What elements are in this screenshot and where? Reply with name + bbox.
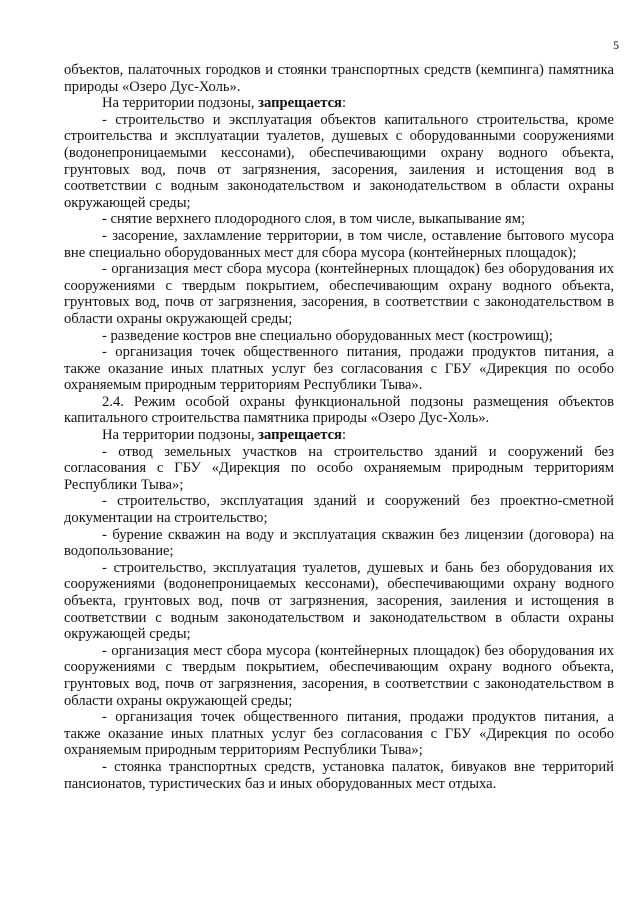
paragraph: - организация точек общественного питания, продажи продуктов питания, а также оказание иных платных услуг без согласования с ГБУ «Дирекция по особо охраняемым природным территориям Республики Тыва»;: [64, 709, 614, 759]
paragraph: - стоянка транспортных средств, установка палаток, бивуаков вне территорий пансионатов, туристических баз и иных оборудованных мест отдыха.: [64, 758, 614, 792]
paragraph: объектов, палаточных городков и стоянки транспортных средств (кемпинга) памятника природы «Озеро Дус-Холь».: [64, 62, 614, 95]
paragraph: - строительство и эксплуатация объектов капитального строительства, кроме строительства и эксплуатации туалетов, душевых с оборудованными сооружениями (водонепроницаемыми кессонами), обеспечивающими охрану водного объекта, грунтовых вод, почв от загрязнения, засорения, заиления и истощения вод в соответствии с водным законодательством и законодательством в области охраны окружающей среды;: [64, 111, 614, 211]
paragraph: - организация мест сбора мусора (контейнерных площадок) без оборудования их сооружениями с твердым покрытием, обеспечивающим охрану водного объекта, грунтовых вод, почв от загрязнения, засорения, в соответствии с законодательством в области охраны окружающей среды;: [64, 642, 614, 709]
paragraph: 2.4. Режим особой охраны функциональной подзоны размещения объектов капитального строительства памятника природы «Озеро Дус-Холь».: [64, 393, 614, 427]
paragraph: - организация точек общественного питания, продажи продуктов питания, а также оказание иных платных услуг без согласования с ГБУ «Дирекция по особо охраняемым природным территориям Республики Тыва».: [64, 344, 614, 394]
paragraph: - снятие верхнего плодородного слоя, в том числе, выкапывание ям;: [102, 211, 526, 228]
paragraph: - бурение скважин на воду и эксплуатация скважин без лицензии (договора) на водопользование;: [64, 526, 614, 560]
paragraph: - строительство, эксплуатация туалетов, душевых и бань без оборудования их сооружениями (водонепроницаемых кессонами), обеспечивающими охрану водного объекта, грунтовых вод, почв от загрязнения, засорения, заиления и истощения в соответствии с водным законодательством и законодательством в области охраны окружающей среды;: [64, 559, 614, 643]
subzone-prohibition-heading: [64, 95, 614, 112]
subzone-prohibition-heading: [64, 427, 614, 444]
document-body: [64, 62, 614, 792]
page-number: 5: [613, 38, 619, 52]
heading-lead: На территории подзоны,: [102, 95, 259, 112]
heading-bold-word: запрещается: [258, 427, 342, 444]
paragraph: - отвод земельных участков на строительство зданий и сооружений без согласования с ГБУ «Дирекция по особо охраняемым природным территориям Республики Тыва»;: [64, 443, 614, 493]
heading-lead: На территории подзоны,: [102, 427, 259, 444]
paragraph: - строительство, эксплуатация зданий и сооружений без проектно-сметной документации на строительство;: [64, 493, 614, 527]
paragraph: - разведение костров вне специально оборудованных мест (кострowищ);: [102, 327, 553, 344]
paragraph: - организация мест сбора мусора (контейнерных площадок) без оборудования их сооружениями с твердым покрытием, обеспечивающим охрану водного объекта, грунтовых вод, почв от загрязнения, засорения, в соответствии с законодательством в области охраны окружающей среды;: [64, 261, 614, 327]
heading-tail: :: [341, 427, 347, 444]
heading-tail: :: [341, 95, 347, 112]
heading-bold-word: запрещается: [258, 95, 342, 112]
paragraph: - засорение, захламление территории, в том числе, оставление бытового мусора вне специально оборудованных мест для сбора мусора (контейнерных площадок);: [64, 227, 614, 261]
